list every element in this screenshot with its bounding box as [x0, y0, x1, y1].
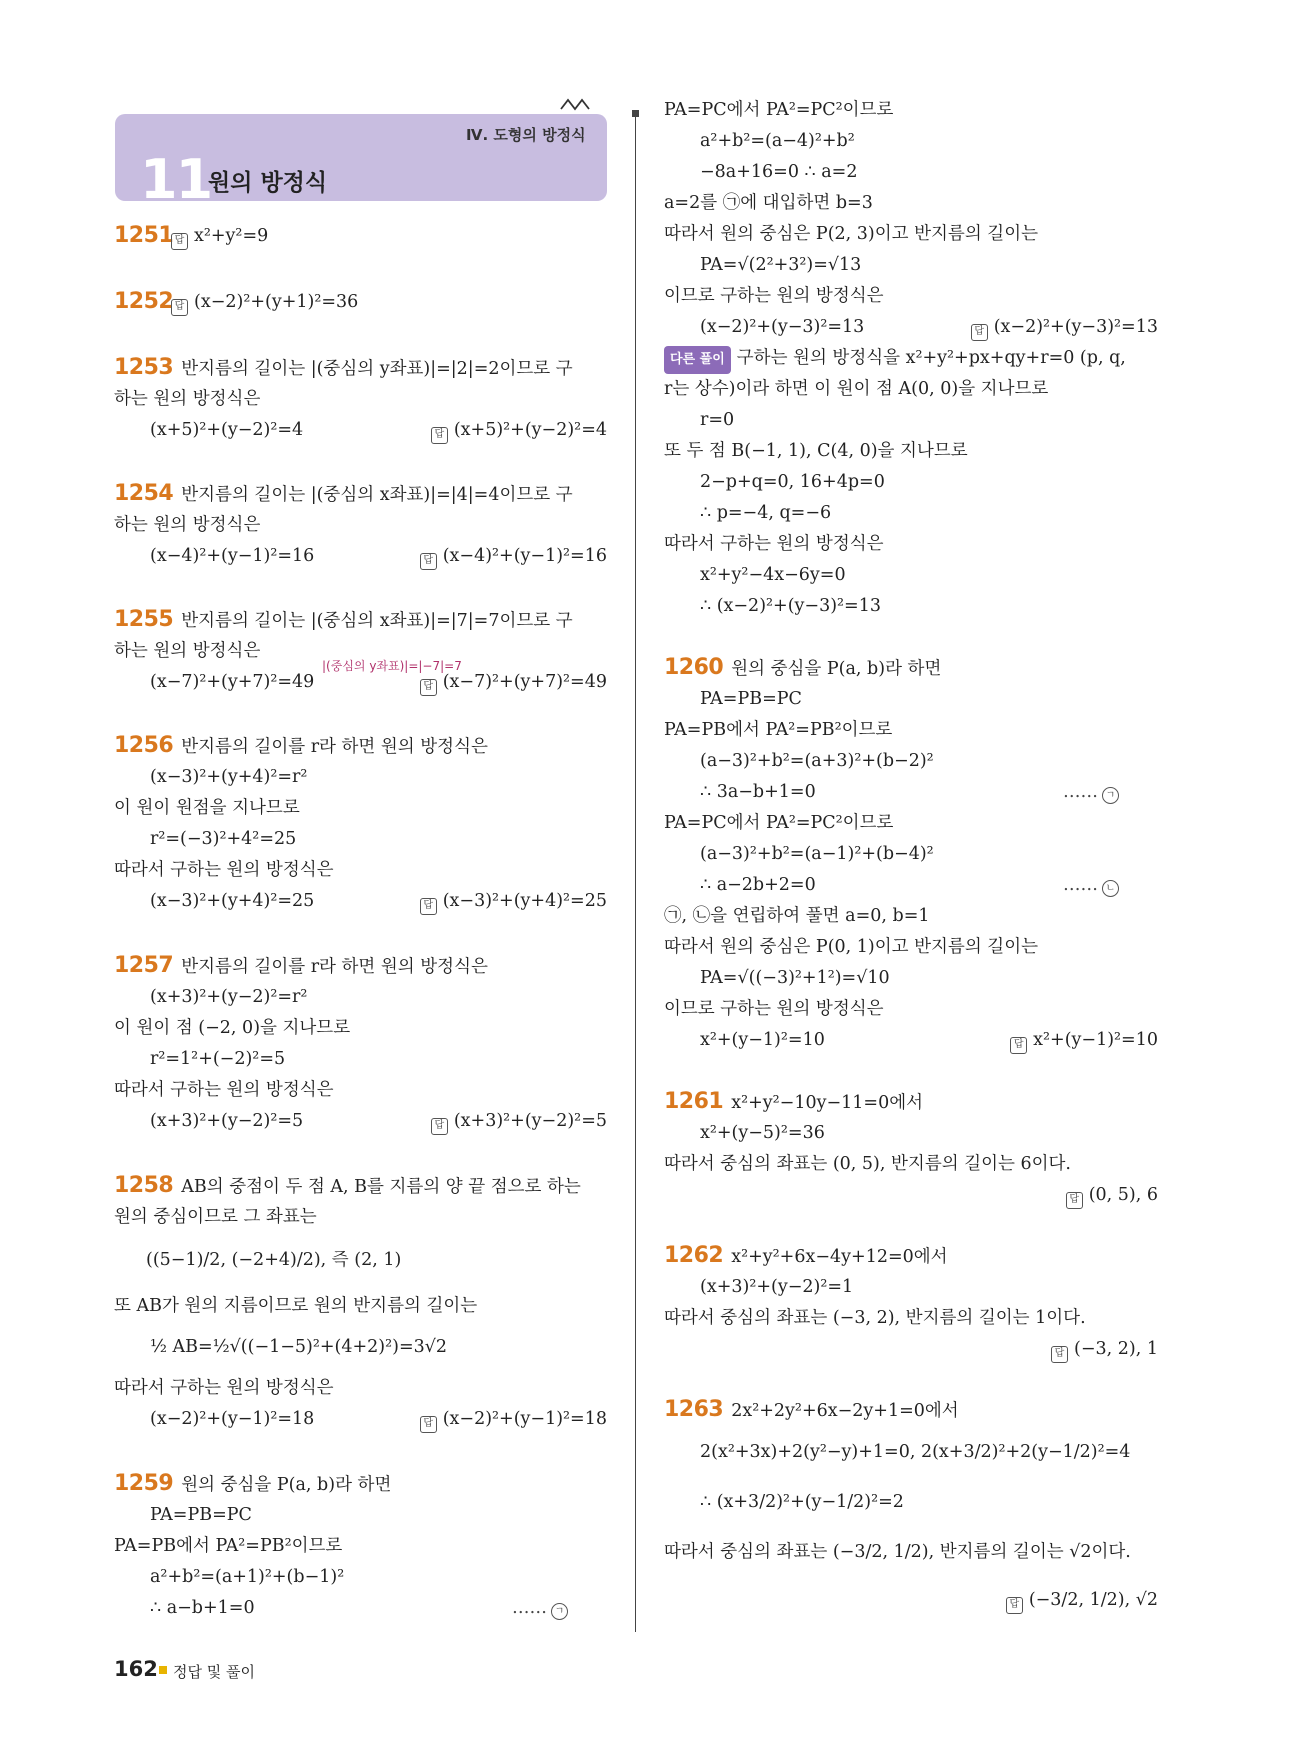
answer [420, 888, 607, 915]
chevron-ornament-icon [560, 96, 590, 116]
column-divider [635, 112, 636, 1632]
solution-text: ∴ a−b+1=0 [150, 1598, 255, 1618]
problem-number: 1251 [114, 223, 174, 248]
solution-line [664, 1397, 959, 1424]
solution-line [114, 1204, 317, 1230]
solution-line [150, 1046, 285, 1072]
answer-icon: 답 [420, 553, 437, 570]
solution-text: (x−2)²+(y−3)²=13 [700, 317, 865, 337]
solution-text: r²=(−3)²+4²=25 [150, 829, 297, 849]
solution-text: 따라서 원의 중심은 P(0, 1)이고 반지름의 길이는 [664, 937, 1039, 957]
equation-marker: …… ㄱ [512, 1595, 568, 1621]
solution-line [664, 190, 873, 216]
solution-text: r=0 [700, 410, 735, 430]
solution-text: PA=PB에서 PA²=PB²이므로 [114, 1536, 343, 1556]
alt-solution-badge: 다른 풀이 [664, 346, 731, 374]
solution-line [664, 1089, 923, 1116]
solution-line [114, 386, 260, 412]
solution-text: PA=√(2²+3²)=√13 [700, 255, 862, 275]
answer [431, 1108, 607, 1135]
solution-text: 원의 중심을 P(a, b)라 하면 [731, 659, 942, 679]
answer-icon: 답 [171, 233, 188, 250]
problem-number: 1260 [664, 655, 724, 680]
answer-icon: 답 [1051, 1346, 1068, 1363]
solution-line [114, 1375, 334, 1401]
solution-line [114, 1077, 334, 1103]
solution-text: 반지름의 길이를 r라 하면 원의 방정식은 [181, 737, 488, 757]
solution-text: 반지름의 길이는 |(중심의 x좌표)|=|4|=4이므로 구 [181, 485, 573, 505]
solution-text: x²+(y−1)²=10 [700, 1030, 825, 1050]
solution-text: x²+(y−5)²=36 [700, 1123, 825, 1143]
solution-line [114, 1533, 342, 1559]
answer-icon: 답 [420, 679, 437, 696]
answer-value: (x−2)²+(y−3)²=13 [993, 317, 1158, 337]
solution-line [150, 1564, 344, 1590]
solution-text: 따라서 구하는 원의 방정식은 [114, 1378, 334, 1398]
solution-text: (x+3)²+(y−2)²=r² [150, 987, 308, 1007]
page-number: 162 [114, 1657, 158, 1681]
solution-text: 따라서 중심의 좌표는 (−3/2, 1/2), 반지름의 길이는 √2이다. [664, 1542, 1131, 1562]
solution-line [700, 407, 734, 433]
answer-value: x²+y²=9 [194, 226, 269, 246]
solution-text: a²+b²=(a−4)²+b² [700, 131, 855, 151]
solution-text: r²=1²+(−2)²=5 [150, 1049, 286, 1069]
solution-line [114, 512, 260, 538]
solution-line [664, 376, 1048, 402]
problem-number: 1254 [114, 481, 174, 506]
solution-line [664, 717, 892, 743]
solution-text: 따라서 원의 중심은 P(2, 3)이고 반지름의 길이는 [664, 224, 1039, 244]
chapter-title: 원의 방정식 [208, 170, 328, 196]
solution-line [114, 355, 573, 382]
solution-line [664, 934, 1038, 960]
solution-line [150, 543, 314, 569]
answer-value: (−3/2, 1/2), √2 [1028, 1590, 1158, 1610]
problem-number: 1255 [114, 607, 174, 632]
solution-line [700, 841, 934, 867]
answer [171, 223, 268, 250]
answer-icon: 답 [971, 324, 988, 341]
solution-line [114, 733, 488, 760]
equation-marker: …… ㄴ [1063, 872, 1119, 898]
solution-text: a=2를 ㉠에 대입하면 b=3 [664, 193, 873, 213]
equation-marker: …… ㄱ [1063, 779, 1119, 805]
answer-icon: 답 [1006, 1597, 1023, 1614]
solution-line [664, 345, 1126, 374]
solution-line [700, 500, 831, 526]
solution-text: 따라서 중심의 좌표는 (0, 5), 반지름의 길이는 6이다. [664, 1154, 1071, 1174]
answer-value: (0, 5), 6 [1088, 1185, 1158, 1205]
solution-text: (x+5)²+(y−2)²=4 [150, 420, 304, 440]
solution-text: PA=PC에서 PA²=PC²이므로 [664, 100, 894, 120]
answer-icon: 답 [420, 1416, 437, 1433]
answer-value: (x+5)²+(y−2)²=4 [453, 420, 607, 440]
answer-value: (x−2)²+(y−1)²=18 [442, 1409, 607, 1429]
solution-line [664, 438, 968, 464]
solution-line [700, 314, 864, 340]
solution-line [664, 1151, 1071, 1177]
solution-line [664, 1305, 1086, 1331]
solution-line [700, 1439, 1130, 1465]
solution-text: 따라서 구하는 원의 방정식은 [664, 534, 884, 554]
solution-line [700, 748, 934, 774]
solution-line [700, 252, 861, 278]
solution-line [700, 965, 890, 991]
solution-text: 반지름의 길이를 r라 하면 원의 방정식은 [181, 957, 488, 977]
solution-text: (x+3)²+(y−2)²=1 [700, 1277, 854, 1297]
solution-line [114, 1015, 350, 1041]
problem-number: 1258 [114, 1173, 174, 1198]
solution-text: (x−7)²+(y+7)²=49 [150, 672, 315, 692]
solution-line [150, 1595, 255, 1621]
solution-text: ∴ p=−4, q=−6 [700, 503, 832, 523]
solution-text: 2(x²+3x)+2(y²−y)+1=0, 2(x+3/2)²+2(y−1/2)²=4 [700, 1442, 1131, 1462]
problem-number: 1263 [664, 1397, 724, 1422]
solution-text: x²+y²+6x−4y+12=0에서 [731, 1247, 948, 1267]
solution-line [664, 810, 893, 836]
solution-line [664, 996, 884, 1022]
solution-text: PA=PC에서 PA²=PC²이므로 [664, 813, 894, 833]
solution-line [700, 779, 816, 805]
solution-text: 구하는 원의 방정식을 x²+y²+px+qy+r=0 (p, q, [736, 348, 1126, 368]
answer-value: (x−3)²+(y+4)²=25 [442, 891, 607, 911]
solution-text: (x−4)²+(y−1)²=16 [150, 546, 315, 566]
solution-line [114, 953, 488, 980]
solution-text: 하는 원의 방정식은 [114, 515, 261, 535]
solution-line [150, 888, 314, 914]
solution-line [114, 481, 573, 508]
solution-text: 2−p+q=0, 16+4p=0 [700, 472, 885, 492]
solution-text: 2x²+2y²+6x−2y+1=0에서 [731, 1401, 959, 1421]
solution-text: 반지름의 길이는 |(중심의 x좌표)|=|7|=7이므로 구 [181, 611, 573, 631]
solution-text: (x−3)²+(y+4)²=r² [150, 767, 308, 787]
answer [420, 543, 607, 570]
solution-text: −8a+16=0 ∴ a=2 [700, 162, 858, 182]
solution-text: (x−2)²+(y−1)²=18 [150, 1409, 315, 1429]
solution-text: 하는 원의 방정식은 [114, 641, 261, 661]
solution-line [114, 1471, 391, 1498]
answer [1066, 1182, 1158, 1209]
solution-line [150, 764, 307, 790]
answer [431, 417, 607, 444]
solution-line [664, 655, 941, 682]
solution-line [700, 872, 816, 898]
solution-line [146, 1247, 401, 1273]
solution-line [150, 1108, 303, 1134]
solution-line [664, 903, 930, 929]
solution-text: ½ AB=½√((−1−5)²+(4+2)²)=3√2 [150, 1337, 448, 1357]
answer [420, 1406, 607, 1433]
solution-line [700, 1274, 853, 1300]
solution-text: x²+y²−4x−6y=0 [700, 565, 846, 585]
solution-text: PA=PB=PC [700, 689, 802, 709]
solution-line [664, 283, 884, 309]
problem-number: 1261 [664, 1089, 724, 1114]
answer-value: x²+(y−1)²=10 [1033, 1030, 1158, 1050]
answer-icon: 답 [171, 299, 188, 316]
solution-text: 원의 중심이므로 그 좌표는 [114, 1207, 317, 1227]
annotation-1255: |(중심의 y좌표)|=|−7|=7 [322, 659, 462, 673]
solution-line [114, 857, 334, 883]
solution-line [700, 128, 855, 154]
solution-text: 원의 중심을 P(a, b)라 하면 [181, 1475, 392, 1495]
solution-line [700, 1027, 825, 1053]
answer-icon: 답 [420, 898, 437, 915]
answer-icon: 답 [431, 1118, 448, 1135]
solution-line [700, 686, 802, 712]
solution-text: 따라서 구하는 원의 방정식은 [114, 1080, 334, 1100]
answer [1006, 1587, 1158, 1614]
answer [971, 314, 1158, 341]
answer-icon: 답 [1010, 1037, 1027, 1054]
solution-line [114, 1293, 477, 1319]
solution-line [700, 1120, 825, 1146]
solution-line [664, 97, 893, 123]
solution-line [150, 1502, 252, 1528]
answer [1051, 1336, 1158, 1363]
footer-square-icon [159, 1666, 167, 1674]
solution-line [150, 417, 303, 443]
solution-text: 하는 원의 방정식은 [114, 389, 261, 409]
solution-text: 따라서 중심의 좌표는 (−3, 2), 반지름의 길이는 1이다. [664, 1308, 1086, 1328]
solution-line [700, 159, 857, 185]
answer-value: (x−7)²+(y+7)²=49 [442, 672, 607, 692]
solution-line [150, 1334, 447, 1360]
solution-text: (a−3)²+b²=(a+3)²+(b−2)² [700, 751, 934, 771]
solution-text: 따라서 구하는 원의 방정식은 [114, 860, 334, 880]
solution-line [150, 669, 314, 695]
solution-text: ∴ 3a−b+1=0 [700, 782, 816, 802]
footer-label: 정답 및 풀이 [173, 1663, 255, 1681]
solution-text: 또 AB가 원의 지름이므로 원의 반지름의 길이는 [114, 1296, 478, 1316]
solution-line [700, 562, 846, 588]
solution-text: ∴ a−2b+2=0 [700, 875, 816, 895]
circled-marker-icon: ㄴ [1102, 880, 1119, 897]
solution-text: AB의 중점이 두 점 A, B를 지름의 양 끝 점으로 하는 [181, 1177, 581, 1197]
answer-value: (x+3)²+(y−2)²=5 [453, 1111, 607, 1131]
solution-text: 이므로 구하는 원의 방정식은 [664, 999, 884, 1019]
solution-line [700, 469, 885, 495]
solution-line [114, 607, 573, 634]
solution-text: 이 원이 원점을 지나므로 [114, 798, 300, 818]
solution-text: 이 원이 점 (−2, 0)을 지나므로 [114, 1018, 351, 1038]
solution-line [664, 221, 1038, 247]
solution-text: 반지름의 길이는 |(중심의 y좌표)|=|2|=2이므로 구 [181, 359, 573, 379]
circled-marker-icon: ㄱ [1102, 787, 1119, 804]
solution-text: ㉠, ㉡을 연립하여 풀면 a=0, b=1 [664, 906, 930, 926]
solution-text: PA=√((−3)²+1²)=√10 [700, 968, 890, 988]
solution-text: (x+3)²+(y−2)²=5 [150, 1111, 304, 1131]
solution-text: ∴ (x+3/2)²+(y−1/2)²=2 [700, 1492, 904, 1512]
answer [171, 289, 358, 316]
solution-text: ((5−1)/2, (−2+4)/2), 즉 (2, 1) [146, 1250, 402, 1270]
problem-number: 1252 [114, 289, 174, 314]
answer-value: (x−4)²+(y−1)²=16 [442, 546, 607, 566]
solution-text: (a−3)²+b²=(a−1)²+(b−4)² [700, 844, 934, 864]
solution-text: r는 상수)이라 하면 이 원이 점 A(0, 0)을 지나므로 [664, 379, 1049, 399]
solution-line [664, 531, 884, 557]
problem-number: 1256 [114, 733, 174, 758]
solution-text: ∴ (x−2)²+(y−3)²=13 [700, 596, 881, 616]
answer-icon: 답 [1066, 1192, 1083, 1209]
problem-number: 1253 [114, 355, 174, 380]
solution-line [114, 795, 300, 821]
chapter-number: 11 [140, 148, 212, 211]
solution-line [664, 1539, 1131, 1565]
solution-text: (x−3)²+(y+4)²=25 [150, 891, 315, 911]
solution-text: a²+b²=(a+1)²+(b−1)² [150, 1567, 345, 1587]
solution-text: PA=PB에서 PA²=PB²이므로 [664, 720, 893, 740]
solution-line [150, 984, 307, 1010]
solution-line [114, 638, 260, 664]
solution-text: 또 두 점 B(−1, 1), C(4, 0)을 지나므로 [664, 441, 968, 461]
answer [1010, 1027, 1158, 1054]
solution-line [150, 1406, 314, 1432]
solution-text: 이므로 구하는 원의 방정식은 [664, 286, 884, 306]
solution-text: PA=PB=PC [150, 1505, 252, 1525]
problem-number: 1259 [114, 1471, 174, 1496]
answer-value: (x−2)²+(y+1)²=36 [194, 292, 359, 312]
solution-line [700, 1489, 904, 1515]
solution-text: x²+y²−10y−11=0에서 [731, 1093, 924, 1113]
unit-label: Ⅳ. 도형의 방정식 [466, 126, 586, 144]
solution-line [664, 1243, 948, 1270]
answer-icon: 답 [431, 427, 448, 444]
problem-number: 1262 [664, 1243, 724, 1268]
answer-value: (−3, 2), 1 [1074, 1339, 1158, 1359]
circled-marker-icon: ㄱ [551, 1603, 568, 1620]
solution-line [150, 826, 296, 852]
solution-line [700, 593, 881, 619]
problem-number: 1257 [114, 953, 174, 978]
solution-line [114, 1173, 581, 1200]
